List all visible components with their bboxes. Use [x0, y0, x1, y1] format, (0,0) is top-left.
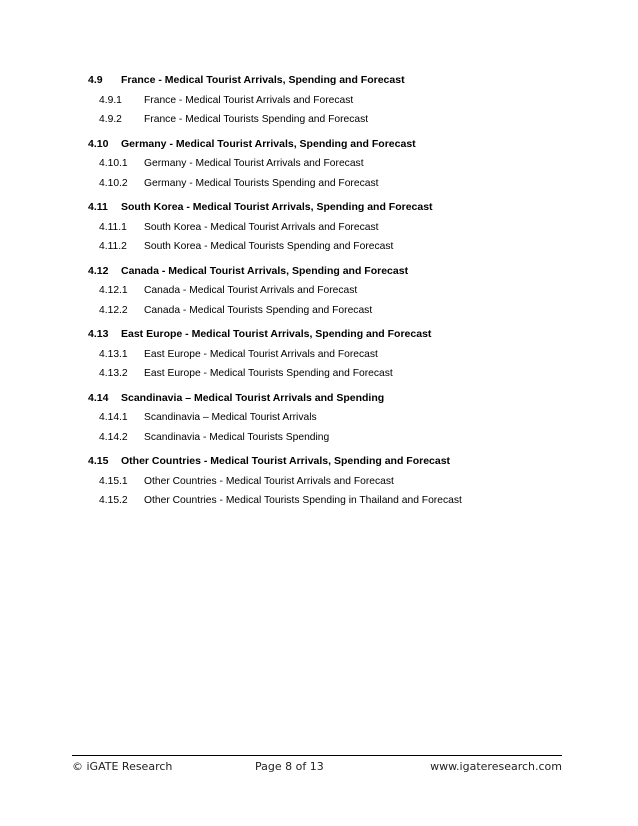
- toc-subentry[interactable]: [0, 491, 638, 511]
- toc-subentry-number: 4.12.2: [99, 304, 128, 316]
- toc-subentry-number: 4.14.1: [99, 412, 128, 423]
- toc-subentry-number: 4.15.1: [99, 475, 128, 487]
- toc-heading-number: 4.13: [88, 328, 109, 340]
- toc-subentry-title: South Korea - Medical Tourist Arrivals and Forecast: [144, 221, 379, 233]
- toc-subentry-title: Other Countries - Medical Tourist Arrivals and Forecast: [144, 475, 394, 487]
- toc-heading-number: 4.9: [88, 74, 103, 86]
- toc-section: [0, 71, 638, 130]
- toc-section: [0, 198, 638, 257]
- toc-subentry-title: East Europe - Medical Tourist Arrivals and Forecast: [144, 348, 378, 360]
- footer-divider: [72, 755, 562, 756]
- toc-heading-number: 4.15: [88, 455, 109, 467]
- toc-heading-title: Other Countries - Medical Tourist Arrivals, Spending and Forecast: [121, 455, 451, 467]
- toc-heading-title: Germany - Medical Tourist Arrivals, Spending and Forecast: [121, 137, 416, 150]
- toc-subentry-title: Scandinavia - Medical Tourists Spending: [144, 431, 330, 443]
- toc-section: [0, 262, 638, 321]
- toc-subentry-title: East Europe - Medical Tourists Spending and Forecast: [144, 368, 393, 379]
- toc-subentry-title: France - Medical Tourists Spending and Forecast: [144, 114, 369, 125]
- toc-subentry[interactable]: [0, 408, 638, 428]
- toc-subentry-number: 4.13.1: [99, 348, 128, 360]
- toc-heading[interactable]: [0, 325, 638, 345]
- toc-subentry[interactable]: [0, 174, 638, 194]
- toc-heading[interactable]: [0, 389, 638, 409]
- toc-section: [0, 135, 638, 194]
- toc-subentry-title: Germany - Medical Tourist Arrivals and Forecast: [144, 158, 364, 169]
- toc-subentry[interactable]: [0, 364, 638, 384]
- toc-subentry[interactable]: [0, 218, 638, 238]
- footer-copyright: © iGATE Research: [72, 760, 173, 773]
- toc-subentry[interactable]: [0, 237, 638, 257]
- toc-heading-title: Scandinavia – Medical Tourist Arrivals and Spending: [121, 391, 385, 404]
- toc-heading-title: East Europe - Medical Tourist Arrivals, Spending and Forecast: [121, 328, 432, 340]
- toc-subentry-title: Germany - Medical Tourists Spending and Forecast: [144, 177, 379, 189]
- toc-heading-number: 4.11: [88, 201, 108, 213]
- toc-subentry[interactable]: [0, 91, 638, 111]
- toc-subentry-number: 4.9.1: [99, 94, 122, 106]
- toc-subentry[interactable]: [0, 472, 638, 492]
- toc-subentry-title: Canada - Medical Tourist Arrivals and Forecast: [144, 285, 358, 296]
- footer-website-link[interactable]: www.igateresearch.com: [430, 760, 562, 773]
- toc-subentry-title: Canada - Medical Tourists Spending and Forecast: [144, 304, 373, 316]
- toc-subentry[interactable]: [0, 301, 638, 321]
- toc-subentry-title: Scandinavia – Medical Tourist Arrivals: [144, 412, 317, 423]
- toc-subentry-number: 4.10.1: [99, 158, 128, 169]
- toc-subentry-number: 4.11.2: [99, 241, 127, 252]
- toc-subentry[interactable]: [0, 281, 638, 301]
- toc-subentry-number: 4.11.1: [99, 221, 127, 233]
- toc-subentry-number: 4.9.2: [99, 114, 122, 125]
- toc-heading-number: 4.10: [88, 137, 109, 150]
- toc-heading[interactable]: [0, 71, 638, 91]
- table-of-contents: [0, 71, 638, 516]
- toc-subentry-title: South Korea - Medical Tourists Spending and Forecast: [144, 241, 394, 252]
- toc-subentry[interactable]: [0, 345, 638, 365]
- toc-heading-number: 4.14: [88, 391, 109, 404]
- toc-section: [0, 325, 638, 384]
- toc-heading-title: Canada - Medical Tourist Arrivals, Spending and Forecast: [121, 264, 409, 277]
- toc-heading[interactable]: [0, 135, 638, 155]
- toc-subentry-number: 4.10.2: [99, 177, 128, 189]
- footer-page-number: Page 8 of 13: [255, 760, 324, 773]
- toc-heading[interactable]: [0, 262, 638, 282]
- toc-section: [0, 452, 638, 511]
- toc-subentry-number: 4.13.2: [99, 368, 128, 379]
- toc-subentry-number: 4.12.1: [99, 285, 128, 296]
- toc-subentry-title: France - Medical Tourist Arrivals and Forecast: [144, 94, 354, 106]
- page-footer: [72, 760, 562, 776]
- toc-heading[interactable]: [0, 198, 638, 218]
- toc-subentry[interactable]: [0, 428, 638, 448]
- toc-heading-title: France - Medical Tourist Arrivals, Spending and Forecast: [121, 74, 405, 86]
- toc-heading[interactable]: [0, 452, 638, 472]
- toc-subentry-number: 4.14.2: [99, 431, 128, 443]
- toc-subentry-number: 4.15.2: [99, 495, 128, 506]
- toc-subentry[interactable]: [0, 154, 638, 174]
- toc-subentry[interactable]: [0, 110, 638, 130]
- toc-heading-number: 4.12: [88, 264, 109, 277]
- toc-subentry-title: Other Countries - Medical Tourists Spending in Thailand and Forecast: [144, 495, 462, 506]
- toc-heading-title: South Korea - Medical Tourist Arrivals, Spending and Forecast: [121, 201, 433, 213]
- toc-section: [0, 389, 638, 448]
